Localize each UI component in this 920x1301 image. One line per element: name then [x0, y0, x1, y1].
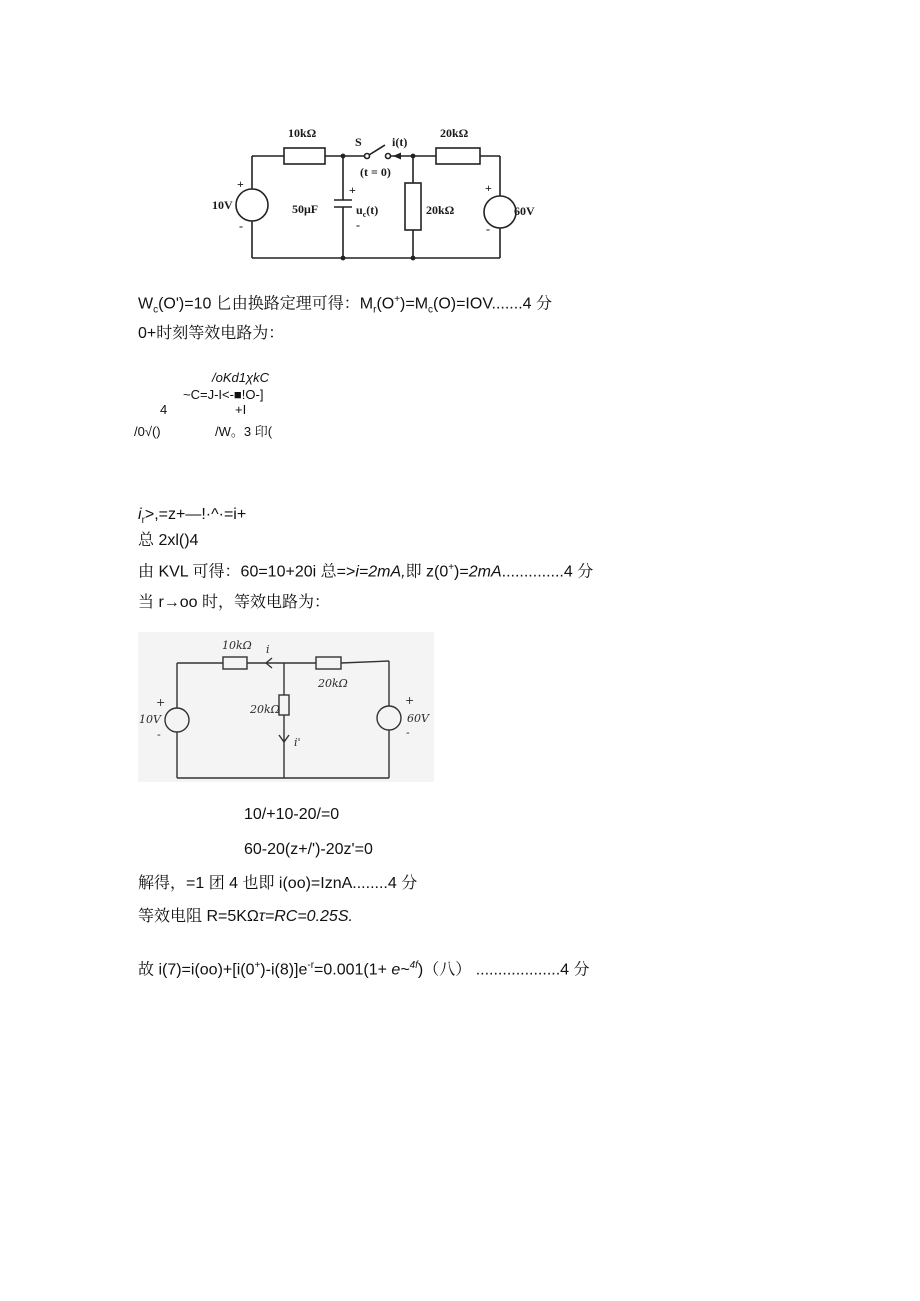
resistor-10k-label: 10kΩ [222, 639, 252, 652]
subscript: r [141, 515, 145, 527]
switch-contact-right [386, 154, 391, 159]
resistor-10k [284, 148, 325, 164]
total-line: 总 2xl()4 [138, 532, 199, 549]
text-segment: 故 i(7)=i(oo)+[i(0 [138, 961, 255, 979]
current-label: i(t) [392, 135, 408, 149]
superscript: 4f [409, 960, 418, 971]
capacitor-voltage-argument: (t) [366, 203, 379, 217]
garbled-text-1: /oKd1χkC [212, 370, 269, 385]
text-segment: )（八） ...................4 分 [417, 961, 590, 979]
subscript: r [373, 304, 377, 316]
resistance-line [138, 907, 353, 927]
resistor-20k-vertical [405, 183, 421, 230]
equation-2: 60-20(z+/')-20z'=0 [244, 841, 373, 858]
branch-current-label: i' [294, 736, 301, 749]
capacitor-plus-sign: + [349, 183, 356, 197]
final-answer-line [138, 956, 590, 980]
garbled-text-3a: 4 [160, 402, 168, 417]
text-segment: W [138, 295, 154, 313]
resistor-20k-top-label: 20kΩ [440, 126, 469, 140]
node-dot [411, 256, 416, 261]
text-segment: e~ [391, 961, 410, 979]
text-segment: (O')=10 匕由换路定理可得：M [158, 295, 374, 313]
source-60v-minus-sign: - [486, 222, 490, 236]
circuit-diagram-initial [200, 120, 550, 270]
text-segment: =0.001(1+ [314, 961, 392, 979]
infinity-equivalent-heading: 当 r→oo 时，等效电路为： [138, 594, 331, 611]
subscript: c [153, 304, 159, 316]
text-segment: )= [454, 563, 469, 581]
superscript: + [394, 294, 401, 305]
source-10v-label: 10V [139, 713, 161, 726]
text-segment: 等效电阻 R=5KΩ [138, 908, 259, 925]
kvl-line [138, 558, 593, 582]
voltage-source-10v [236, 189, 268, 221]
resistor-10k-label: 10kΩ [288, 126, 317, 140]
equation-1: 10/+10-20/=0 [244, 806, 340, 823]
source-60v-label: 60V [407, 712, 429, 725]
superscript: + [254, 960, 261, 971]
capacitor-voltage-subscript: c [362, 210, 367, 219]
source-10v-minus-sign: - [157, 728, 161, 741]
node-dot [341, 256, 346, 261]
text-segment: τ=RC=0.25S. [258, 908, 353, 925]
text-segment: )-i(8)]e [260, 961, 308, 979]
source-60v-label: 60V [514, 204, 535, 218]
current-label: i [266, 643, 270, 656]
source-60v-minus-sign: - [406, 726, 410, 739]
source-10v-label: 10V [212, 198, 233, 212]
text-segment: 2mA [468, 563, 502, 581]
node-dot [341, 154, 346, 159]
garbled-text-3b: +I [235, 402, 247, 417]
current-equation-line [138, 505, 246, 531]
text-segment: )=M [400, 295, 429, 313]
text-segment: i=2mA, [355, 563, 406, 581]
t0-equivalent-heading: 0+时刻等效电路为： [138, 325, 285, 342]
node-dot [411, 154, 416, 159]
resistor-20k-vertical-label: 20kΩ [426, 203, 455, 217]
superscript: + [448, 562, 455, 573]
source-10v-minus-sign: - [239, 219, 243, 233]
switch-label: S [355, 135, 362, 149]
switch-blade [369, 145, 385, 155]
solution-line: 解得，=1 团 4 也即 i(oo)=IznA........4 分 [138, 875, 418, 892]
source-10v-plus-sign: + [156, 696, 166, 709]
current-arrow-icon [393, 153, 401, 160]
resistor-20k-vertical-label: 20kΩ [250, 703, 280, 716]
text-segment: 由 KVL 可得：60=10+20i 总=> [138, 563, 356, 581]
text-segment: ..............4 分 [501, 563, 594, 581]
garbled-text-2: ~C=J-I<-■!O-] [183, 387, 264, 402]
source-10v-plus-sign: + [237, 177, 244, 191]
switch-time-label: (t = 0) [360, 165, 391, 179]
capacitor-voltage-label [356, 203, 378, 219]
subscript: c [428, 304, 433, 316]
capacitor-label: 50μF [292, 202, 319, 216]
resistor-20k-horizontal [436, 148, 480, 164]
capacitor-minus-sign: - [356, 218, 360, 232]
source-60v-plus-sign: + [485, 181, 492, 195]
text-segment: >,=z+—!·^·=i+ [144, 506, 247, 523]
capacitor-voltage-symbol: u [356, 203, 363, 217]
resistor-20k-top-label: 20kΩ [318, 677, 348, 690]
superscript: -r [307, 960, 314, 971]
initial-voltage-line [138, 290, 552, 321]
garbled-text-4a: /0√() [134, 424, 161, 439]
source-60v-plus-sign: + [405, 694, 415, 707]
text-segment: i [138, 506, 142, 523]
text-segment: (O [376, 295, 395, 313]
text-segment: 即 z(0 [405, 563, 449, 581]
garbled-text-4b: /W。3 印( [215, 424, 273, 439]
circuit-diagram-steady-state [138, 632, 434, 782]
text-segment: (O)=IOV.......4 分 [432, 295, 552, 313]
